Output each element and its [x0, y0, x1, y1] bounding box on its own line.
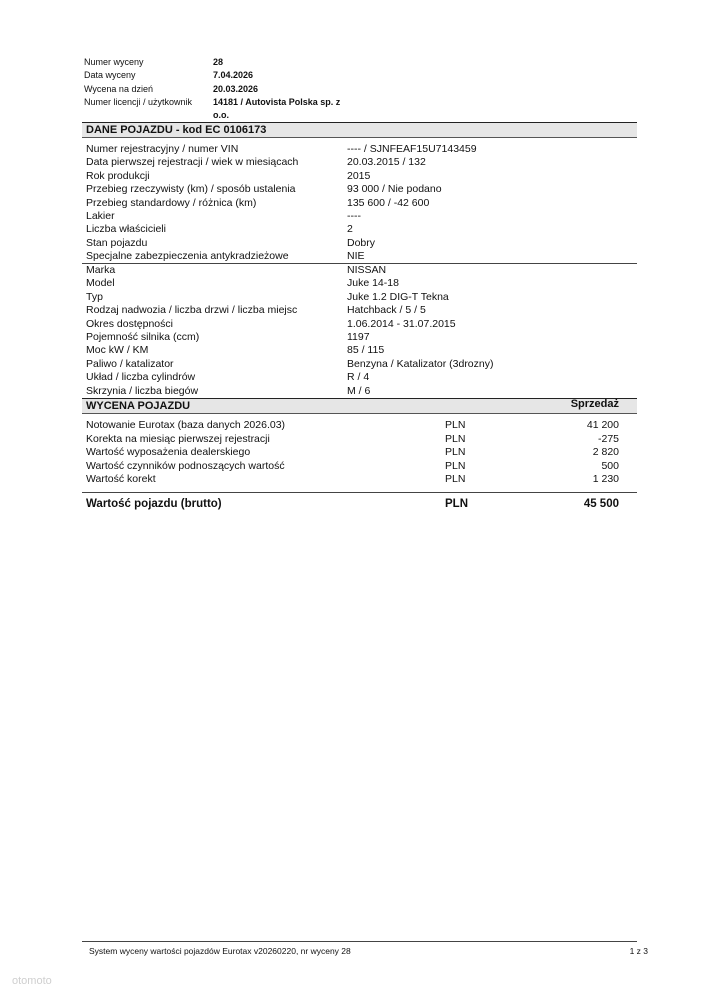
vehicle-spec-value: Juke 1.2 DIG-T Tekna	[347, 290, 449, 303]
vehicle-spec-value: Juke 14-18	[347, 277, 399, 290]
valuation-row-label: Wartość korekt	[86, 473, 156, 486]
vehicle-spec-value: NISSAN	[347, 264, 387, 276]
vehicle-spec-value: R / 4	[347, 371, 370, 384]
header-value-valuation-date: 7.04.2026	[213, 70, 254, 80]
header-label-valuation-as-of: Wycena na dzień	[84, 84, 153, 94]
valuation-row-amount: -275	[597, 432, 619, 445]
vehicle-detail-label: Numer rejestracyjny / numer VIN	[86, 143, 239, 155]
vehicle-detail-label: Data pierwszej rejestracji / wiek w miesiącach	[86, 156, 299, 169]
valuation-row-currency: PLN	[445, 473, 466, 486]
vehicle-detail-label: Przebieg rzeczywisty (km) / sposób ustalenia	[86, 183, 296, 196]
vehicle-section-title: DANE POJAZDU - kod EC 0106173	[86, 124, 267, 136]
vehicle-spec-value: M / 6	[347, 384, 371, 397]
valuation-row-label: Wartość czynników podnoszących wartość	[86, 459, 285, 472]
vehicle-detail-label: Rok produkcji	[86, 169, 150, 182]
vehicle-spec-label: Marka	[86, 264, 116, 276]
header-label-valuation-date: Data wyceny	[84, 70, 136, 80]
valuation-row-currency: PLN	[445, 446, 466, 459]
vehicle-spec-label: Rodzaj nadwozia / liczba drzwi / liczba miejsc	[86, 304, 298, 317]
vehicle-spec-value: 1197	[347, 331, 370, 343]
total-currency: PLN	[445, 498, 468, 510]
header-label-license-user: Numer licencji / użytkownik	[84, 97, 193, 107]
vehicle-detail-label: Stan pojazdu	[86, 236, 148, 249]
vehicle-spec-label: Pojemność silnika (ccm)	[86, 331, 200, 343]
vehicle-detail-value: Dobry	[347, 236, 376, 249]
header-value-license-user-cont: o.o.	[213, 110, 229, 120]
valuation-row-amount: 1 230	[592, 473, 619, 486]
valuation-row-currency: PLN	[445, 459, 466, 472]
vehicle-spec-value: Benzyna / Katalizator (3drozny)	[347, 357, 494, 370]
valuation-column-header: Sprzedaż	[570, 398, 619, 410]
footer-page-number: 1 z 3	[629, 946, 648, 956]
header-value-valuation-number: 28	[213, 57, 224, 67]
header-value-valuation-as-of: 20.03.2026	[213, 84, 259, 94]
header-label-valuation-number: Numer wyceny	[84, 57, 144, 67]
vehicle-spec-value: Hatchback / 5 / 5	[347, 304, 426, 317]
vehicle-spec-label: Okres dostępności	[86, 317, 173, 330]
vehicle-detail-value: 2	[347, 223, 353, 236]
vehicle-detail-value: ----	[347, 210, 361, 222]
vehicle-spec-label: Układ / liczba cylindrów	[86, 371, 196, 384]
vehicle-spec-value: 85 / 115	[347, 344, 385, 357]
total-divider	[82, 492, 637, 493]
total-label: Wartość pojazdu (brutto)	[86, 498, 222, 510]
valuation-row-amount: 500	[601, 459, 619, 472]
vehicle-detail-label: Przebieg standardowy / różnica (km)	[86, 196, 257, 209]
vehicle-detail-value: ---- / SJNFEAF15U7143459	[347, 143, 477, 155]
valuation-row-amount: 2 820	[592, 446, 619, 459]
footer-divider	[82, 941, 637, 942]
valuation-row-label: Notowanie Eurotax (baza danych 2026.03)	[86, 419, 286, 431]
vehicle-detail-label: Specjalne zabezpieczenia antykradzieżowe	[86, 250, 289, 263]
vehicle-detail-label: Lakier	[86, 210, 115, 222]
watermark-logo: otomoto	[12, 975, 52, 987]
header-value-license-user: 14181 / Autovista Polska sp. z	[213, 97, 341, 107]
vehicle-detail-value: 135 600 / -42 600	[347, 196, 430, 209]
footer-system-text: System wyceny wartości pojazdów Eurotax v20260220, nr wyceny 28	[89, 946, 351, 956]
vehicle-spec-value: 1.06.2014 - 31.07.2015	[347, 317, 456, 330]
vehicle-detail-value: 2015	[347, 169, 371, 182]
vehicle-spec-label: Model	[86, 277, 115, 290]
vehicle-spec-label: Typ	[86, 290, 103, 303]
valuation-row-currency: PLN	[445, 419, 466, 431]
valuation-row-currency: PLN	[445, 432, 466, 445]
valuation-row-amount: 41 200	[586, 419, 619, 431]
vehicle-detail-label: Liczba właścicieli	[86, 223, 166, 236]
vehicle-spec-label: Moc kW / KM	[86, 344, 149, 357]
valuation-row-label: Wartość wyposażenia dealerskiego	[86, 446, 251, 459]
vehicle-spec-label: Paliwo / katalizator	[86, 357, 174, 370]
vehicle-detail-value: NIE	[347, 250, 365, 263]
total-amount: 45 500	[583, 498, 619, 510]
valuation-section-title: WYCENA POJAZDU	[86, 400, 191, 412]
vehicle-detail-value: 93 000 / Nie podano	[347, 183, 442, 196]
valuation-row-label: Korekta na miesiąc pierwszej rejestracji	[86, 432, 270, 445]
vehicle-spec-label: Skrzynia / liczba biegów	[86, 384, 199, 397]
vehicle-detail-value: 20.03.2015 / 132	[347, 156, 426, 169]
